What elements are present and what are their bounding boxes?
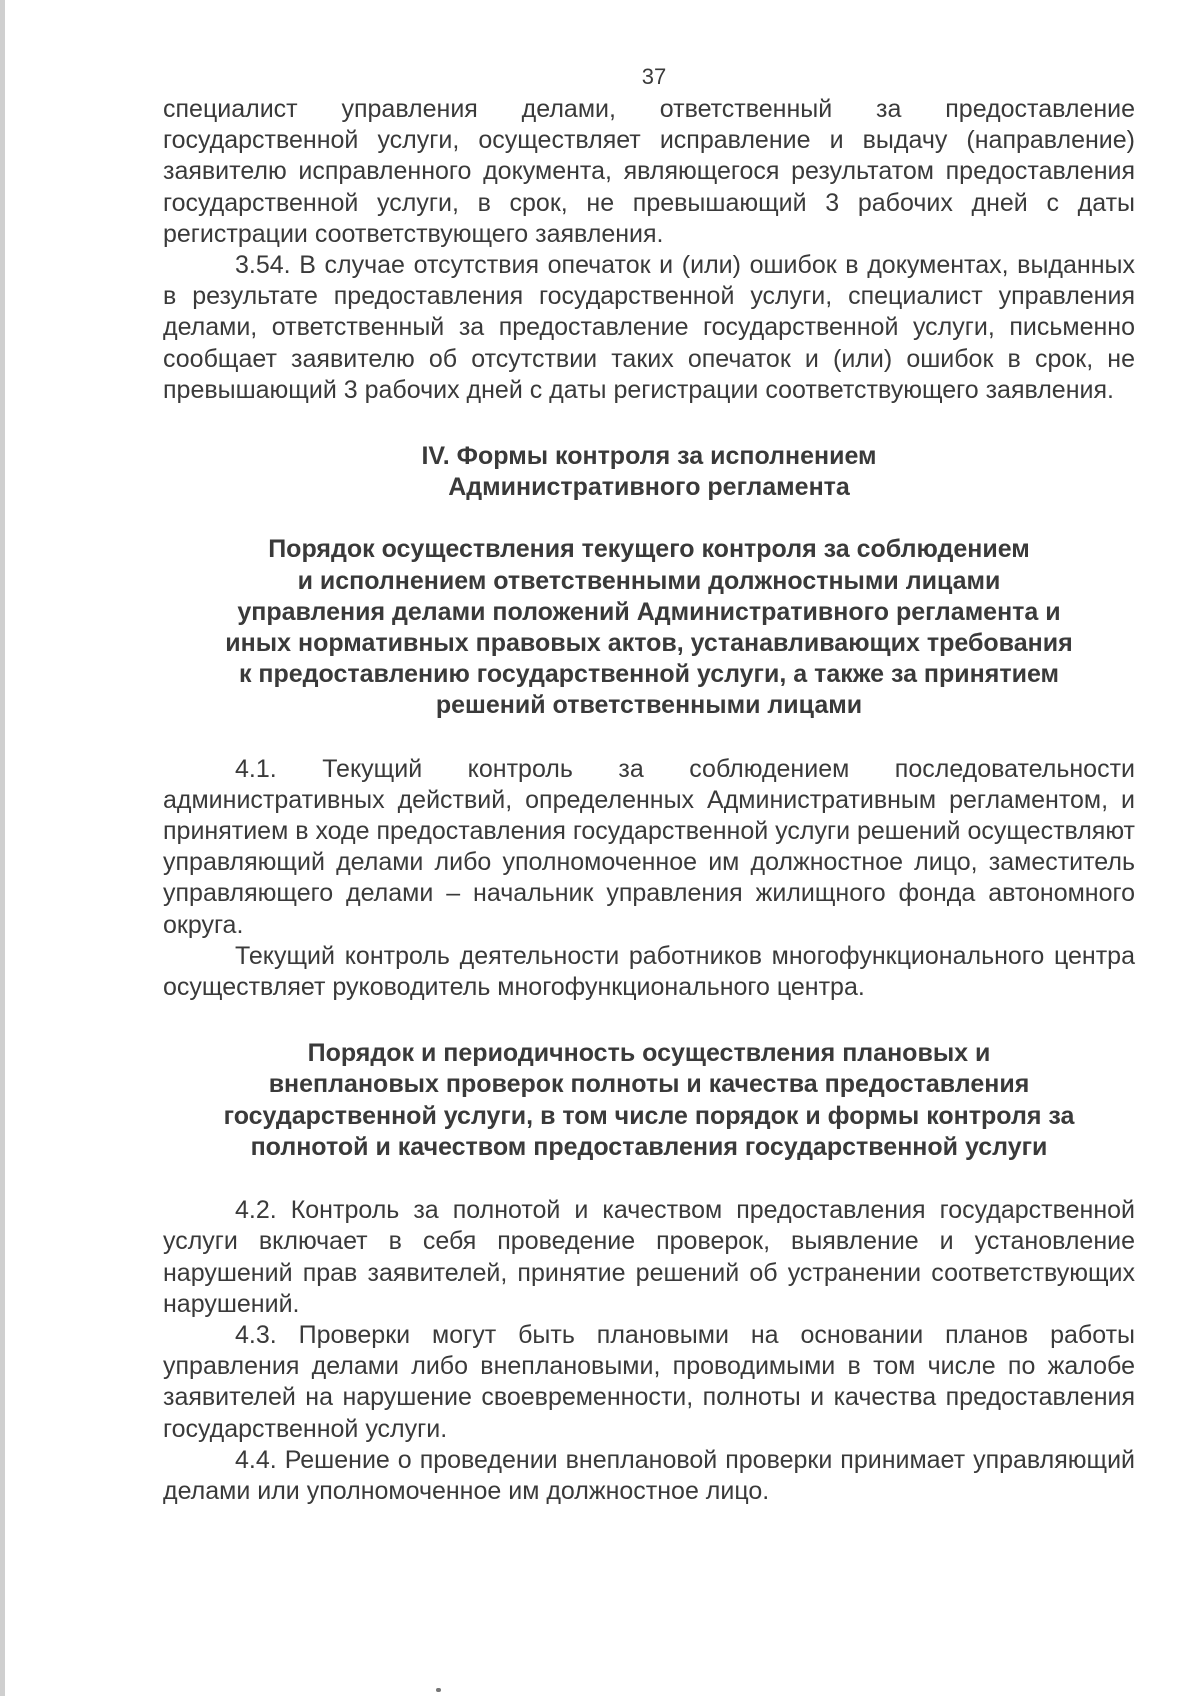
- paragraph-4-1: 4.1. Текущий контроль за соблюдением последовательности административных действий, определенных Административным регламентом, и принятием в ходе предоставления государственной услуги решений осуществляют управляющий делами либо уполномоченное им должностное лицо, заместитель управляющего делами – начальник управления жилищного фонда автономного округа.: [163, 754, 1135, 939]
- subheading-current-control-line-3: управления делами положений Административного регламента и: [237, 597, 1061, 626]
- footer-mark: [436, 1688, 441, 1692]
- subheading-planned-checks-line-1: Порядок и периодичность осуществления плановых и: [307, 1039, 991, 1068]
- document-page: [163, 60, 1135, 1507]
- paragraph-3-54: 3.54. В случае отсутствия опечаток и (или) ошибок в документах, выданных в результате предоставления государственной услуги, специалист управления делами, ответственный за предоставление государственной услуги, письменно сообщает заявителю об отсутствии таких опечаток и (или) ошибок в срок, не превышающий 3 рабочих дней с даты регистрации соответствующего заявления.: [163, 251, 1135, 404]
- paragraph-continued: специалист управления делами, ответственный за предоставление государственной услуги, осуществляет исправление и выдачу (направление) заявителю исправленного документа, являющегося результатом предоставления государственной услуги, в срок, не превышающий 3 рабочих дней с даты регистрации соответствующего заявления.: [163, 95, 1135, 248]
- section-heading-iv-line-2: Административного регламента: [448, 473, 850, 502]
- subheading-current-control-line-6: решений ответственными лицами: [435, 691, 863, 720]
- subheading-planned-checks-line-4: полнотой и качеством предоставления государственной услуги: [250, 1132, 1048, 1161]
- subheading-planned-checks-line-3: государственной услуги, в том числе порядок и формы контроля за: [223, 1101, 1075, 1130]
- subheading-current-control-line-4: иных нормативных правовых актов, устанавливающих требования: [225, 629, 1073, 658]
- page-left-edge: [0, 0, 5, 1696]
- subheading-current-control-line-1: Порядок осуществления текущего контроля за соблюдением: [268, 535, 1030, 564]
- paragraph-4-3: 4.3. Проверки могут быть плановыми на основании планов работы управления делами либо внеплановыми, проводимыми в том числе по жалобе заявителей на нарушение своевременности, полноты и качества предоставления государственной услуги.: [163, 1320, 1135, 1443]
- subheading-current-control: [163, 534, 1135, 721]
- subheading-planned-checks-line-2: внеплановых проверок полноты и качества предоставления: [268, 1070, 1030, 1099]
- paragraph-4-2: 4.2. Контроль за полнотой и качеством предоставления государственной услуги включает в себя проведение проверок, выявление и установление нарушений прав заявителей, принятие решений об устранении соответствующих нарушений.: [163, 1196, 1135, 1318]
- subheading-current-control-line-5: к предоставлению государственной услуги, а также за принятием: [238, 660, 1060, 689]
- subheading-current-control-line-2: и исполнением ответственными должностными лицами: [297, 566, 1001, 595]
- page-number: 37: [641, 64, 667, 89]
- section-heading-iv: [163, 441, 1135, 503]
- paragraph-4-1-continued: Текущий контроль деятельности работников многофункционального центра осуществляет руководитель многофункционального центра.: [163, 941, 1135, 1002]
- paragraph-4-4: 4.4. Решение о проведении внеплановой проверки принимает управляющий делами или уполномоченное им должностное лицо.: [163, 1445, 1135, 1505]
- section-heading-iv-line-1: IV. Формы контроля за исполнением: [421, 442, 877, 471]
- subheading-planned-checks: [163, 1038, 1135, 1163]
